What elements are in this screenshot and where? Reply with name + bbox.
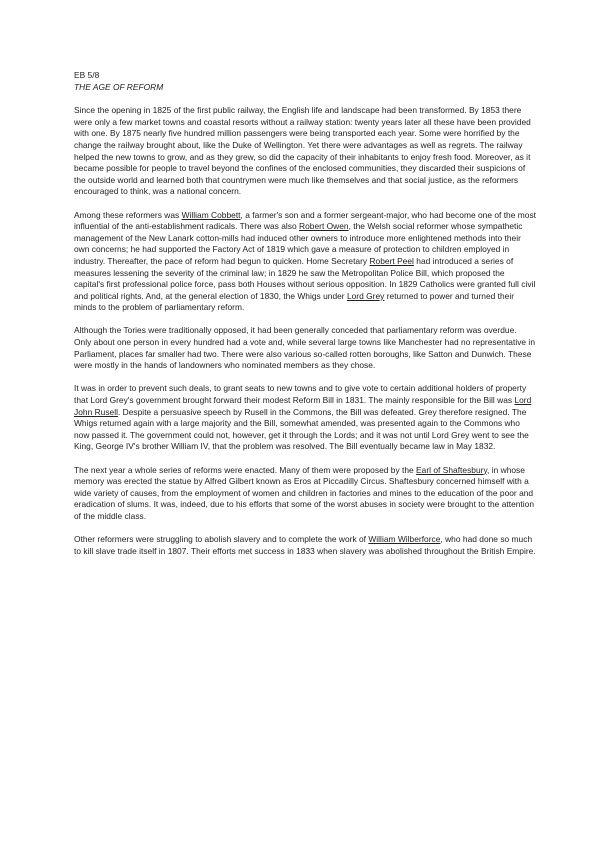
document-title: THE AGE OF REFORM (74, 81, 164, 92)
paragraph-text: , a farmer's son and a former sergeant-major, who had become one of the most influential of the anti-establishment radicals. There was also (74, 209, 536, 232)
underlined-name: William Cobbett (181, 209, 241, 220)
document-page (74, 70, 536, 569)
paragraph-text: Among these reformers was (74, 209, 182, 220)
paragraph-text: Since the opening in 1825 of the first public railway, the English life and landscape had been transformed. By 1853 there were only a few market towns and coastal resorts without a railway station: twenty years later all these have been provided with one. By 1875 nearly five hundred million passengers were being transported each year. Some were horrified by the change the railway brought about, like the Duke of Wellington. Yet there were advantages as well as regrets. The railway helped the new towns to grow, and as they grew, so did the capacity of their inhabitants to enjoy fresh food. Moreover, as it became possible for people to travel beyond the confines of the enclosed communities, they discarded their suspicions of the outside world and learned both that countrymen were much like themselves and that social justice, as the reformers encouraged to think, was a national concern. (74, 105, 531, 197)
paragraph-text: Although the Tories were traditionally opposed, it had been generally conceded that parliamentary reform was overdue. Only about one person in every hundred had a vote and, while several large towns like Manchester had no representative in Parliament, places far smaller had two. There were also various so-called rotten boroughs, like Satton and Dunwich. These were mostly in the hands of landowners who nominated members as they chose. (74, 325, 535, 371)
paragraph (74, 105, 536, 198)
underlined-name: Lord John Rusell (74, 395, 532, 417)
underlined-name: Earl of Shaftesbury (416, 464, 488, 475)
underlined-name: Robert Peel (369, 255, 414, 266)
paragraph (74, 325, 536, 371)
paragraph-text: . Despite a persuasive speech by Rusell in the Commons, the Bill was defeated. Grey therefore resigned. The Whigs returned again with a large majority and the Bill, somewhat amended, was presented again to the Commons who now passed it. The government could not, however, get it through the Lords; and it was not until Lord Grey went to see the King, George IV's brother William IV, that the problem was resolved. The Bill eventually became law in May 1832. (74, 406, 529, 452)
document-code: EB 5/8 (74, 70, 100, 80)
underlined-name: Robert Owen (299, 221, 349, 232)
paragraph-text: , who had done so much to kill slave trade itself in 1807. Their efforts met success in 1833 when slavery was abolished throughout the British Empire. (74, 534, 536, 556)
paragraph (74, 383, 536, 453)
paragraph-text: It was in order to prevent such deals, to grant seats to new towns and to give vote to certain additional holders of property that Lord Grey's government brought forward their modest Reform Bill in 1831. The mainly responsible for the Bill was (74, 383, 527, 406)
paragraph (74, 534, 536, 557)
underlined-name: Lord Grey (346, 290, 385, 301)
paragraph (74, 465, 536, 523)
paragraph-text: The next year a whole series of reforms were enacted. Many of them were proposed by the (74, 464, 417, 475)
paragraph-text: returned to power and turned their minds to the problem of parliamentary reform. (74, 290, 515, 313)
underlined-name: William Wilberforce (368, 534, 441, 545)
paragraph-text: Other reformers were struggling to abolish slavery and to complete the work of (74, 534, 369, 545)
paragraph-text: , the Welsh social reformer whose sympathetic management of the New Lanark cotton-mills had induced other owners to introduce more enlightened methods into their own concerns; he had supported the Factory Act of 1819 which gave a measure of protection to children employed in industry. Thereafter, the pace of reform had begun to quicken. Home Secretary (74, 221, 523, 266)
document-body (74, 105, 536, 557)
paragraph-text: had introduced a series of measures lessening the severity of the criminal law; in 1829 he saw the Metropolitan Police Bill, which proposed the capital's first professional police force, pass both Houses without serious opposition. In 1829 Catholics were granted full civil and political rights. And, at the general election of 1830, the Whigs under (74, 255, 536, 301)
paragraph-text: , in whose memory was erected the statue by Alfred Gilbert known as Eros at Piccadilly Circus. Shaftesbury concerned himself with a wide variety of causes, from the employment of women and children in factories and mines to the education of the poor and eradication of slums. It was, indeed, due to his efforts that some of the worst abuses in society were brought to the attention of the middle class. (74, 464, 535, 521)
paragraph (74, 210, 536, 314)
